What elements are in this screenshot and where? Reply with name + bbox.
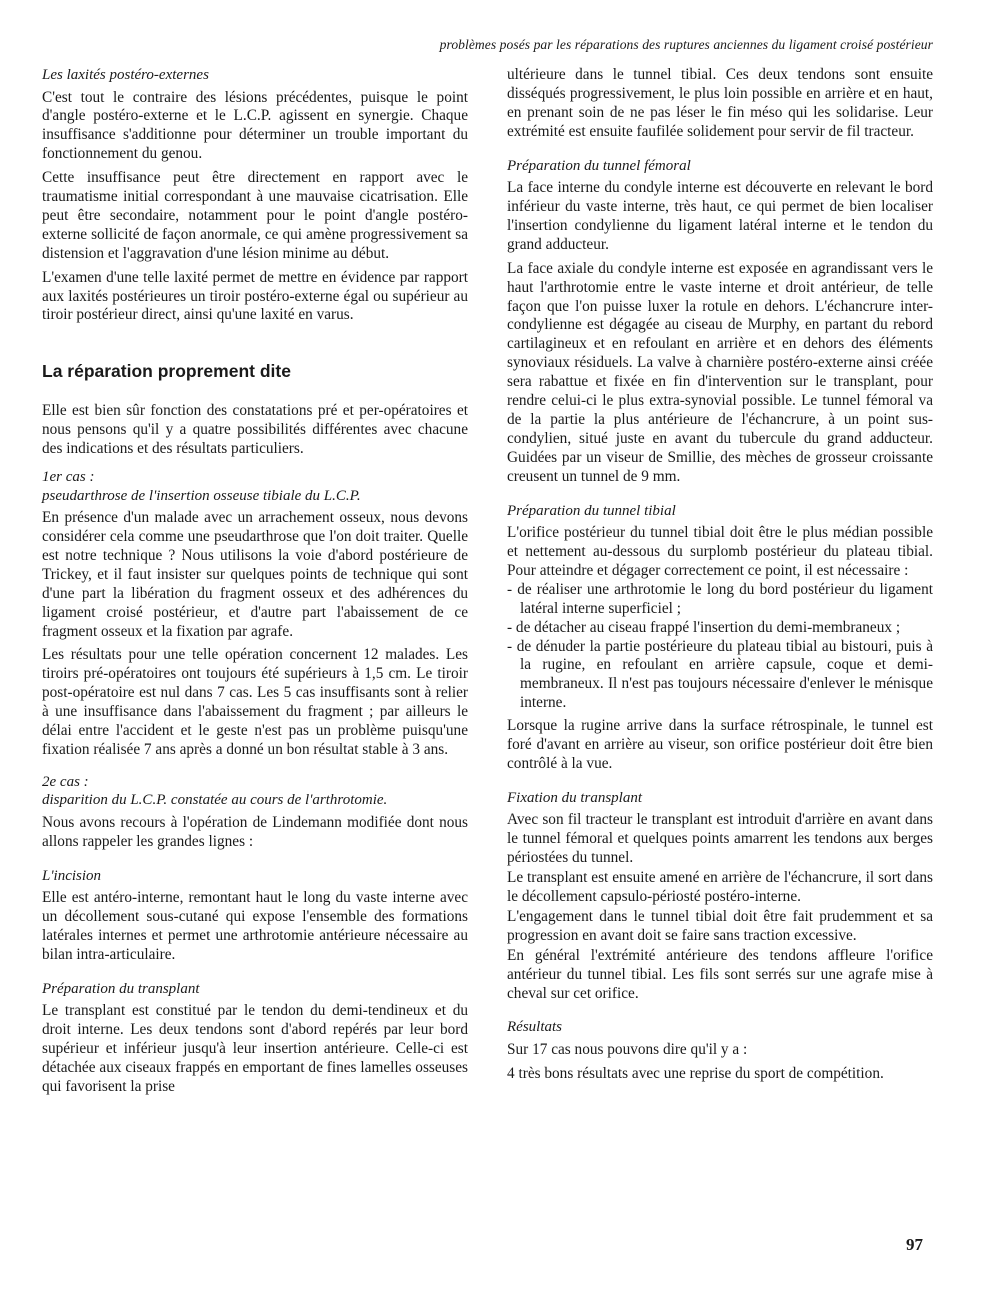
case2-title: disparition du L.C.P. constatée au cours de l'arthrotomie. bbox=[42, 792, 388, 809]
section-heading: La réparation proprement dite bbox=[42, 361, 291, 382]
page-number: 97 bbox=[906, 1235, 923, 1254]
paragraph: C'est tout le contraire des lésions précédentes, puisque le point d'angle postéro-externe et le L.C.P. agissent en synergie. Chaque insuffisance s'additionne pour déterminer un trouble important du fonctionnement du genou. bbox=[42, 88, 468, 163]
paragraph: Elle est antéro-interne, remontant haut le long du vaste interne avec un décollement sous-cutané qui expose l'ensemble des formations latérales internes et permet une arthrotomie antérieure nécessaire au bilan intra-articulaire. bbox=[42, 889, 468, 963]
running-head: problèmes posés par les réparations des ruptures anciennes du ligament croisé postérieur bbox=[439, 37, 933, 52]
paragraph: L'examen d'une telle laxité permet de mettre en évidence par rapport aux laxités postérieures un tiroir postéro-externe égal ou supérieur au tiroir postérieur direct, ainsi qu'une laxité en varus. bbox=[42, 268, 468, 324]
case1-label: 1er cas : bbox=[42, 469, 95, 486]
list-item bbox=[507, 1065, 933, 1084]
list-item: - de détacher au ciseau frappé l'insertion du demi-membraneux ; bbox=[507, 619, 933, 638]
paragraph: Cette insuffisance peut être directement en rapport avec le traumatisme initial correspondant à une mauvaise cicatrisation. Elle peut être secondaire, notamment pour le point d'angle postéro-externe sollicité de façon anormale, ce qui amène progressivement sa distension et l'aggravation d'une lésion minime au début. bbox=[42, 169, 468, 262]
paragraph: En présence d'un malade avec un arrachement osseux, nous devons considérer cela comme une pseudarthrose que l'on doit traiter. Quelle est notre technique ? Nous utilisons la voie d'abord postérieure de Trickey, et il faut insister sur quelques points de technique qui sont d'une part la libération du fragment osseux et des adhérences du ligament croisé postérieur, et d'autre part l'abaissement de ce fragment osseux et la fixation par agrafe. bbox=[42, 509, 468, 640]
paragraph: ultérieure dans le tunnel tibial. Ces deux tendons sont ensuite disséqués progressivement, le plus loin possible en arrière et en haut, en prenant soin de ne pas léser le fin méso qui les solidarise. Leur extrémité est ensuite faufilée solidement pour servir de fil tracteur. bbox=[507, 66, 933, 140]
subheading-results: Résultats bbox=[507, 1019, 562, 1036]
results-list bbox=[507, 1065, 933, 1084]
paragraph: Elle est bien sûr fonction des constatations pré et per-opératoires et nous pensons qu'il y a quatre possibilités différentes avec chacune des indications et des résultats particuliers. bbox=[42, 402, 468, 458]
subheading-femoral: Préparation du tunnel fémoral bbox=[507, 157, 691, 174]
subheading-tibial: Préparation du tunnel tibial bbox=[507, 502, 676, 519]
paragraph: Lorsque la rugine arrive dans la surface rétrospinale, le tunnel est foré d'avant en arrière au viseur, son orifice postérieur doit être bien contrôlé à la vue. bbox=[507, 717, 933, 772]
paragraph: Avec son fil tracteur le transplant est introduit d'arrière en avant dans le tunnel fémoral et quelques points amarrent les tendons aux berges périostées du tunnel. bbox=[507, 811, 933, 867]
left-column bbox=[42, 66, 468, 1102]
list-item: - de dénuder la partie postérieure du plateau tibial au bistouri, puis à la rugine, en refoulant en arrière capsule, coque et demi-membraneux. Il n'est pas toujours nécessaire d'enlever le ménisque interne. bbox=[507, 638, 933, 714]
paragraph: Les résultats pour une telle opération concernent 12 malades. Les tiroirs pré-opératoires ont toujours été supérieurs à 1,5 cm. Le tiroir post-opératoire est nul dans 7 cas. Les 5 cas insuffisants sont à relier à une insuffisance dans l'abaissement du fragment ; par ailleurs le délai entre l'accident et le geste n'est pas un problème puisqu'une fixation réalisée 7 ans après a donné un bon résultat stable à 3 ans. bbox=[42, 646, 468, 758]
right-column bbox=[507, 66, 933, 1084]
paragraph: Sur 17 cas nous pouvons dire qu'il y a : bbox=[507, 1040, 748, 1058]
paragraph: L'engagement dans le tunnel tibial doit être fait prudemment et sa progression en avant doit se faire sans traction excessive. bbox=[507, 907, 933, 944]
tibial-list bbox=[507, 581, 933, 713]
results-item-text: 4 très bons résultats avec une reprise du sport de compétition. bbox=[507, 1064, 884, 1082]
case2-label: 2e cas : bbox=[42, 773, 89, 790]
paragraph: En général l'extrémité antérieure des tendons affleure l'orifice antérieur du tunnel tibial. Les fils sont serrés sur une agrafe mise à cheval sur cet orifice. bbox=[507, 946, 933, 1002]
subheading-fixation: Fixation du transplant bbox=[507, 789, 642, 806]
case1-title: pseudarthrose de l'insertion osseuse tibiale du L.C.P. bbox=[42, 487, 361, 504]
paragraph: Le transplant est constitué par le tendon du demi-tendineux et du droit interne. Les deux tendons sont d'abord repérés par leur bord supérieur et inférieur jusqu'à leur insertion antérieure. Celle-ci est détachée aux ciseaux frappés en emportant de fines lamelles osseuses qui favorisent la prise bbox=[42, 1002, 468, 1095]
subheading-transplant: Préparation du transplant bbox=[42, 980, 200, 997]
paragraph: La face axiale du condyle interne est exposée en agrandissant vers le haut l'arthrotomie entre le vaste interne et droit antérieur, de telle façon que l'on puisse luxer la rotule en dehors. L'échancrure inter-condylienne est dégagée au ciseau de Murphy, en partant du rebord cartilagineux et en refoulant en arrière et en dehors des éléments synoviaux résiduels. La valve à charnière postéro-externe ainsi créée sera rabattue et fixée en fin d'intervention sur le transplant, pour rendre celui-ci le plus extra-synovial possible. Le tunnel fémoral va de la partie la plus antérieure de l'échancrure, à un point sus-condylien, situé juste en avant du tubercule du grand adducteur. Guidées par un viseur de Smillie, des mèches de grosseur croissante creusent un tunnel de 9 mm. bbox=[507, 259, 933, 485]
subheading-incision: L'incision bbox=[42, 867, 102, 884]
list-item: - de réaliser une arthrotomie le long du bord postérieur du ligament latéral interne superficiel ; bbox=[507, 581, 933, 619]
paragraph: L'orifice postérieur du tunnel tibial doit être le plus médian possible et nettement au-dessous du surplomb postérieur du plateau tibial. Pour atteindre et dégager correctement ce point, il est nécessaire : bbox=[507, 524, 933, 579]
paragraph: Le transplant est ensuite amené en arrière de l'échancrure, il sort dans le décollement capsulo-périosté postéro-interne. bbox=[507, 869, 933, 906]
paragraph: Nous avons recours à l'opération de Lindemann modifiée dont nous allons rappeler les grandes lignes : bbox=[42, 813, 468, 850]
subheading-laxites: Les laxités postéro-externes bbox=[42, 67, 209, 83]
paragraph: La face interne du condyle interne est découverte en relevant le bord inférieur du vaste interne, très haut, ce qui permet de bien localiser l'insertion condylienne du ligament latéral interne et le tendon du grand adducteur. bbox=[507, 179, 933, 253]
